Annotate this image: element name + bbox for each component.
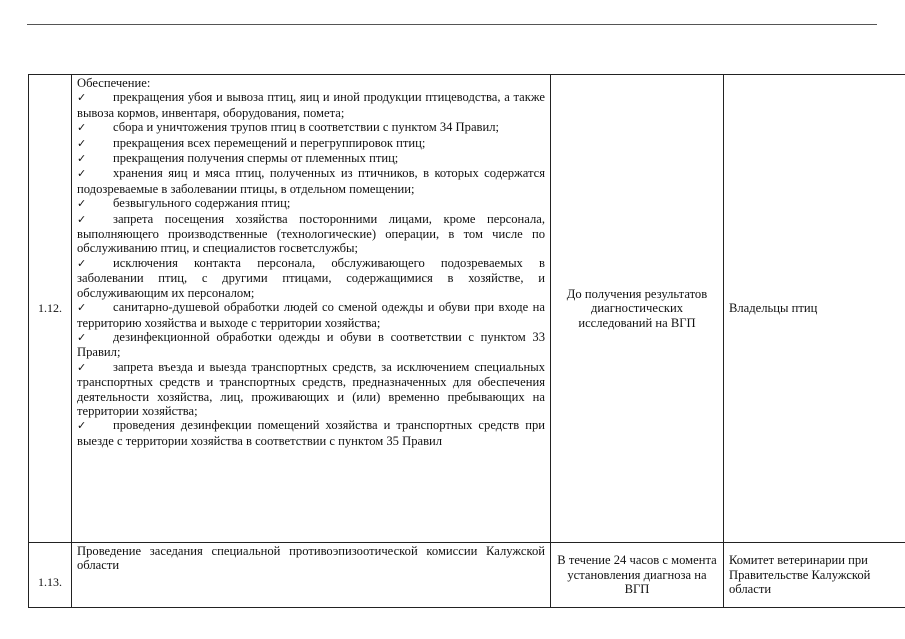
measure-intro: Обеспечение: <box>77 76 151 90</box>
responsible-cell: Владельцы птиц <box>724 75 905 543</box>
list-item-text: запрета посещения хозяйства посторонними лицами, кроме персонала, выполняющего производственные (технологические) операции, в том числе по обслуживанию птиц, и специалистов госветслужбы; <box>77 211 545 256</box>
checkmark-icon: ✓ <box>77 330 87 344</box>
responsible-cell: Комитет ветеринарии при Правительстве Калужской области <box>724 543 905 608</box>
list-item <box>77 212 545 256</box>
list-item-text: проведения дезинфекции помещений хозяйства и транспортных средств при выезде с территории хозяйства в соответствии с пунктом 35 Правил <box>77 418 545 448</box>
top-rule <box>27 24 877 25</box>
list-item <box>77 330 545 360</box>
checkmark-icon: ✓ <box>77 91 87 105</box>
term-cell: В течение 24 часов с момента установления диагноза на ВГП <box>551 543 724 608</box>
list-item <box>77 256 545 300</box>
list-item-text: прекращения всех перемещений и перегруппировок птиц; <box>113 135 426 150</box>
term-cell: До получения результатов диагностических исследований на ВГП <box>551 75 724 543</box>
list-item <box>77 151 545 166</box>
list-item-text: исключения контакта персонала, обслуживающего подозреваемых в заболевании птиц, с другими птицами, содержащимися в хозяйстве, и обслуживающим их персоналом; <box>77 255 545 300</box>
list-item <box>77 136 545 151</box>
list-item-text: сбора и уничтожения трупов птиц в соответствии с пунктом 34 Правил; <box>113 120 500 135</box>
table-row <box>29 543 905 608</box>
checkmark-icon: ✓ <box>77 197 87 211</box>
checkmark-icon: ✓ <box>77 152 87 166</box>
list-item-text: запрета въезда и выезда транспортных средств, за исключением специальных транспортных средств и транспортных средств, предназначенных для обеспечения деятельности хозяйства, лиц, проживающих и (или) временно пребывающих на территории хозяйства; <box>77 359 545 418</box>
checkmark-icon: ✓ <box>77 301 87 315</box>
row-number: 1.13. <box>29 543 72 608</box>
table-row <box>29 75 905 543</box>
measure-description: Проведение заседания специальной противоэпизоотической комиссии Калужской области <box>72 543 551 608</box>
checkmark-icon: ✓ <box>77 121 87 135</box>
list-item <box>77 360 545 419</box>
list-item <box>77 166 545 196</box>
checkmark-icon: ✓ <box>77 419 87 433</box>
checkmark-icon: ✓ <box>77 360 87 374</box>
list-item <box>77 120 545 135</box>
list-item <box>77 196 545 211</box>
list-item-text: прекращения получения спермы от племенных птиц; <box>113 151 399 166</box>
list-item <box>77 300 545 330</box>
checkmark-icon: ✓ <box>77 167 87 181</box>
list-item-text: санитарно-душевой обработки людей со сменой одежды и обуви при входе на территорию хозяйства и выходе с территории хозяйства; <box>77 300 545 330</box>
list-item-text: безвыгульного содержания птиц; <box>113 196 291 211</box>
checkmark-icon: ✓ <box>77 212 87 226</box>
list-item-text: дезинфекционной обработки одежды и обуви в соответствии с пунктом 33 Правил; <box>77 329 545 360</box>
checkmark-icon: ✓ <box>77 256 87 270</box>
list-item-text: прекращения убоя и вывоза птиц, яиц и иной продукции птицеводства, а также вывоза кормов, инвентаря, оборудования, помета; <box>77 90 545 120</box>
row-number: 1.12. <box>29 75 72 543</box>
measures-table <box>28 74 905 608</box>
checkmark-icon: ✓ <box>77 136 87 150</box>
measure-items-list <box>77 90 545 448</box>
measure-description <box>72 75 551 543</box>
list-item-text: хранения яиц и мяса птиц, полученных из птичников, в которых содержатся подозреваемые в заболевании птицы, в отдельном помещении; <box>77 166 545 196</box>
list-item <box>77 418 545 448</box>
list-item <box>77 90 545 120</box>
